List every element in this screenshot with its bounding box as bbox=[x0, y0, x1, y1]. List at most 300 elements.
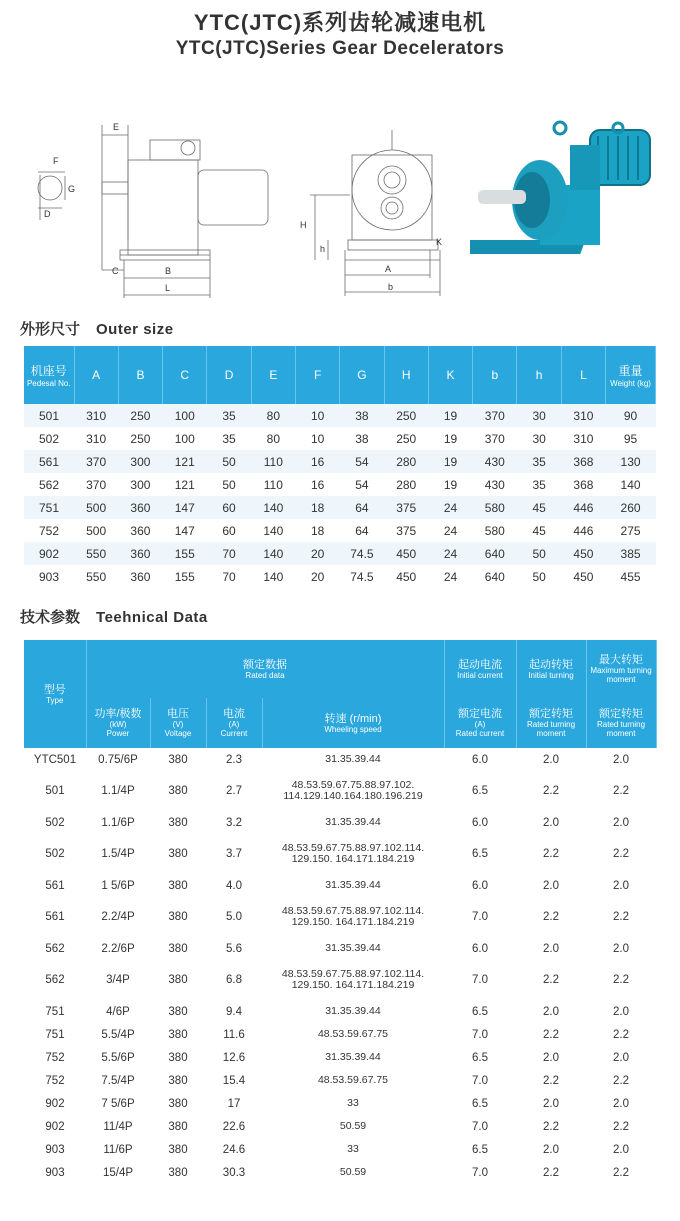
table-cell-max-torque: 2.2 bbox=[613, 1120, 629, 1133]
table-cell-start-current: 6.0 bbox=[472, 816, 488, 829]
table-cell-power: 5.5/6P bbox=[101, 1051, 135, 1064]
header-current-cn: 电流 bbox=[223, 708, 245, 720]
table-cell: 360 bbox=[118, 565, 162, 588]
outer-size-heading-cn: 外形尺寸 bbox=[20, 321, 81, 338]
header-power-cn: 功率/极数 bbox=[94, 708, 142, 720]
table-cell-model: 903 bbox=[45, 1143, 65, 1156]
table-cell-max-torque: 2.0 bbox=[613, 942, 629, 955]
table-cell: 80 bbox=[251, 404, 295, 427]
header-col: G bbox=[340, 346, 384, 404]
table-row bbox=[24, 1092, 656, 1115]
table-cell: 550 bbox=[74, 542, 118, 565]
table-cell-current: 24.6 bbox=[222, 1143, 246, 1156]
table-cell: 19 bbox=[428, 427, 472, 450]
table-cell-speed: 31.35.39.44 bbox=[325, 1051, 381, 1063]
table-row bbox=[24, 473, 656, 496]
header-rated-torque-en: Rated turning moment bbox=[526, 720, 576, 738]
table-cell-max-torque: 2.0 bbox=[613, 1005, 629, 1018]
table-cell: 450 bbox=[561, 542, 605, 565]
table-cell-start-torque: 2.0 bbox=[543, 753, 559, 766]
table-cell: 121 bbox=[163, 473, 207, 496]
table-cell: 50 bbox=[207, 450, 251, 473]
header-speed-en: Wheeling speed bbox=[324, 724, 382, 734]
table-cell: 455 bbox=[606, 565, 656, 588]
table-cell: 24 bbox=[428, 565, 472, 588]
table-cell-max-torque: 2.0 bbox=[613, 1051, 629, 1064]
table-cell: 430 bbox=[473, 450, 517, 473]
table-cell: 18 bbox=[295, 519, 339, 542]
table-cell: 50 bbox=[517, 542, 561, 565]
table-row bbox=[24, 897, 656, 937]
label-f: F bbox=[53, 156, 59, 166]
table-cell-voltage: 380 bbox=[168, 942, 188, 955]
table-cell-voltage: 380 bbox=[168, 879, 188, 892]
table-cell-power: 11/4P bbox=[103, 1120, 133, 1133]
dimension-drawing bbox=[20, 100, 480, 310]
label-b-lower: b bbox=[388, 282, 394, 292]
table-cell: 250 bbox=[118, 404, 162, 427]
table-cell: 250 bbox=[384, 404, 428, 427]
table-cell-power: 15/4P bbox=[102, 1166, 134, 1179]
table-row bbox=[24, 771, 656, 811]
table-cell: 275 bbox=[606, 519, 656, 542]
table-cell: 446 bbox=[561, 496, 605, 519]
table-cell-speed: 33 bbox=[347, 1143, 359, 1155]
table-cell-start-torque: 2.0 bbox=[543, 942, 559, 955]
table-cell: 140 bbox=[251, 496, 295, 519]
table-cell: 50 bbox=[207, 473, 251, 496]
table-cell: 260 bbox=[606, 496, 656, 519]
table-cell-start-torque: 2.2 bbox=[543, 1166, 559, 1179]
outer-size-table bbox=[24, 346, 656, 588]
table-cell: 24 bbox=[428, 496, 472, 519]
header-speed-cn: 转速 (r/min) bbox=[324, 712, 382, 725]
table-row bbox=[24, 450, 656, 473]
table-cell-power: 3/4P bbox=[106, 974, 130, 986]
table-cell: 140 bbox=[251, 519, 295, 542]
table-cell: 250 bbox=[384, 427, 428, 450]
outer-size-heading bbox=[20, 318, 174, 339]
header-power bbox=[86, 698, 150, 748]
header-weight-en: Weight (kg) bbox=[610, 379, 651, 388]
header-rated-torque2-cn: 额定转矩 bbox=[599, 708, 643, 720]
table-cell: 450 bbox=[384, 565, 428, 588]
table-cell-current: 30.3 bbox=[222, 1166, 246, 1179]
table-cell-max-torque: 2.0 bbox=[613, 1143, 629, 1156]
table-cell: 110 bbox=[251, 450, 295, 473]
table-cell: 300 bbox=[118, 450, 162, 473]
table-cell-voltage: 380 bbox=[168, 1143, 188, 1156]
header-start-current-cn: 起动电流 bbox=[458, 658, 502, 671]
table-cell-speed: 48.53.59.67.75 bbox=[317, 1028, 389, 1040]
label-b: B bbox=[165, 266, 172, 276]
table-cell-start-current: 7.0 bbox=[472, 911, 488, 923]
page-title-cn: YTC(JTC)系列齿轮减速电机 bbox=[193, 10, 487, 35]
table-cell-start-torque: 2.2 bbox=[543, 848, 559, 860]
table-cell: 100 bbox=[163, 404, 207, 427]
table-cell-start-torque: 2.0 bbox=[543, 1143, 559, 1156]
table-cell-start-current: 7.0 bbox=[472, 1074, 488, 1087]
table-cell-start-current: 6.0 bbox=[472, 753, 488, 766]
table-cell: 250 bbox=[118, 427, 162, 450]
table-cell: 30 bbox=[517, 427, 561, 450]
table-row bbox=[24, 811, 656, 834]
header-col: B bbox=[118, 346, 162, 404]
table-cell: 300 bbox=[118, 473, 162, 496]
label-k: K bbox=[436, 237, 443, 247]
table-cell: 752 bbox=[24, 519, 74, 542]
table-cell: 375 bbox=[384, 519, 428, 542]
table-cell-start-current: 6.5 bbox=[472, 1097, 488, 1110]
table-cell: 64 bbox=[340, 496, 384, 519]
table-cell: 45 bbox=[517, 519, 561, 542]
table-cell-start-current: 6.5 bbox=[472, 1143, 488, 1156]
table-cell: 903 bbox=[24, 565, 74, 588]
table-cell: 155 bbox=[163, 542, 207, 565]
header-rated-current-unit: (A) bbox=[474, 720, 486, 729]
table-cell-start-current: 6.0 bbox=[472, 879, 488, 892]
table-cell-voltage: 380 bbox=[168, 1028, 188, 1041]
table-cell: 562 bbox=[24, 473, 74, 496]
table-cell: 140 bbox=[251, 542, 295, 565]
table-row bbox=[24, 874, 656, 897]
header-speed bbox=[262, 698, 444, 748]
table-row bbox=[24, 496, 656, 519]
table-cell-max-torque: 2.2 bbox=[613, 1166, 629, 1179]
header-current-en: Current bbox=[220, 729, 248, 738]
table-cell-start-torque: 2.2 bbox=[543, 1074, 559, 1087]
table-cell: 74.5 bbox=[340, 542, 384, 565]
table-cell: 360 bbox=[118, 542, 162, 565]
table-cell-start-torque: 2.2 bbox=[543, 911, 559, 923]
table-cell: 18 bbox=[295, 496, 339, 519]
table-cell-speed: 31.35.39.44 bbox=[325, 753, 381, 765]
table-cell: 310 bbox=[561, 404, 605, 427]
table-cell-max-torque: 2.2 bbox=[613, 1074, 629, 1087]
header-rated-current bbox=[444, 698, 516, 748]
header-rated-current-cn: 额定电流 bbox=[458, 708, 502, 720]
header-col: F bbox=[295, 346, 339, 404]
header-rated-en: Rated data bbox=[245, 670, 285, 680]
table-cell-current: 3.7 bbox=[226, 848, 242, 860]
label-c: C bbox=[112, 266, 119, 276]
tech-data-heading-en: Teehnical Data bbox=[96, 609, 208, 626]
table-cell: 310 bbox=[561, 427, 605, 450]
table-cell: 360 bbox=[118, 496, 162, 519]
table-cell-power: 1.1/4P bbox=[101, 785, 135, 797]
table-cell-model: 752 bbox=[45, 1074, 65, 1087]
table-cell: 35 bbox=[207, 404, 251, 427]
table-cell: 95 bbox=[606, 427, 656, 450]
table-cell: 370 bbox=[473, 404, 517, 427]
header-col: C bbox=[163, 346, 207, 404]
table-cell: 147 bbox=[163, 519, 207, 542]
table-cell-start-torque: 2.2 bbox=[543, 1120, 559, 1133]
table-cell-model: 502 bbox=[45, 816, 65, 829]
table-cell-model: 902 bbox=[45, 1097, 65, 1110]
table-cell: 502 bbox=[24, 427, 74, 450]
table-cell: 450 bbox=[561, 565, 605, 588]
table-cell-speed: 48.53.59.67.75.88.97.102.114. 129.150. 164.171.184.219 bbox=[281, 968, 425, 991]
table-cell-speed: 31.35.39.44 bbox=[325, 1005, 381, 1017]
table-cell: 38 bbox=[340, 404, 384, 427]
table-cell: 20 bbox=[295, 542, 339, 565]
table-cell-current: 22.6 bbox=[222, 1120, 246, 1133]
table-cell-voltage: 380 bbox=[168, 785, 188, 797]
table-cell-current: 17 bbox=[227, 1097, 241, 1110]
header-voltage bbox=[150, 698, 206, 748]
table-row bbox=[24, 519, 656, 542]
header-power-en: Power bbox=[106, 729, 130, 738]
label-a: A bbox=[385, 264, 392, 274]
table-cell-start-current: 7.0 bbox=[472, 974, 488, 986]
table-cell-power: 1.1/6P bbox=[101, 816, 135, 829]
table-cell: 370 bbox=[473, 427, 517, 450]
table-cell-start-current: 7.0 bbox=[472, 1166, 488, 1179]
table-cell-voltage: 380 bbox=[168, 1120, 188, 1133]
table-cell: 751 bbox=[24, 496, 74, 519]
table-cell: 561 bbox=[24, 450, 74, 473]
header-rated-cn: 额定数据 bbox=[243, 658, 287, 671]
table-cell: 10 bbox=[295, 427, 339, 450]
table-row bbox=[24, 1046, 656, 1069]
table-cell-start-current: 6.5 bbox=[472, 1051, 488, 1064]
tech-data-heading-cn: 技术参数 bbox=[20, 609, 81, 626]
header-col: b bbox=[473, 346, 517, 404]
table-cell: 902 bbox=[24, 542, 74, 565]
table-cell-current: 9.4 bbox=[226, 1005, 242, 1018]
table-cell-voltage: 380 bbox=[168, 1005, 188, 1018]
header-power-unit: (kW) bbox=[109, 720, 127, 729]
table-cell-speed: 48.53.59.67.75 bbox=[317, 1074, 389, 1086]
table-row bbox=[24, 404, 656, 427]
table-cell: 38 bbox=[340, 427, 384, 450]
header-max-torque bbox=[586, 640, 656, 698]
table-cell: 550 bbox=[74, 565, 118, 588]
table-cell-model: YTC501 bbox=[33, 753, 77, 766]
table-cell-start-torque: 2.0 bbox=[543, 879, 559, 892]
table-cell-power: 2.2/4P bbox=[101, 911, 135, 923]
table-cell-voltage: 380 bbox=[168, 1166, 188, 1179]
table-cell: 16 bbox=[295, 473, 339, 496]
table-cell: 110 bbox=[251, 473, 295, 496]
table-cell: 368 bbox=[561, 473, 605, 496]
table-cell-voltage: 380 bbox=[168, 911, 188, 923]
page-title-en: YTC(JTC)Series Gear Decelerators bbox=[175, 38, 505, 59]
table-cell-start-current: 7.0 bbox=[472, 1028, 488, 1041]
table-cell: 10 bbox=[295, 404, 339, 427]
header-start-torque bbox=[516, 640, 586, 698]
table-row bbox=[24, 542, 656, 565]
header-model-cn: 型号 bbox=[43, 683, 66, 696]
table-cell-start-torque: 2.0 bbox=[543, 1005, 559, 1018]
table-cell: 35 bbox=[517, 450, 561, 473]
header-max-torque-cn: 最大转矩 bbox=[599, 654, 643, 666]
table-cell: 24 bbox=[428, 542, 472, 565]
table-cell-power: 1 5/6P bbox=[101, 879, 135, 892]
table-cell-power: 5.5/4P bbox=[101, 1028, 135, 1041]
table-cell-model: 501 bbox=[45, 785, 65, 797]
table-cell-max-torque: 2.2 bbox=[613, 1028, 629, 1041]
table-cell-voltage: 380 bbox=[168, 1051, 188, 1064]
header-col: A bbox=[74, 346, 118, 404]
table-cell-start-torque: 2.2 bbox=[543, 785, 559, 797]
table-cell: 500 bbox=[74, 519, 118, 542]
table-cell: 310 bbox=[74, 427, 118, 450]
table-cell: 60 bbox=[207, 519, 251, 542]
table-cell-voltage: 380 bbox=[168, 753, 188, 766]
header-start-torque-en: Initial turning bbox=[528, 670, 574, 680]
header-rated-torque-cn: 额定转矩 bbox=[529, 708, 573, 720]
table-cell-current: 5.6 bbox=[226, 942, 242, 955]
table-cell: 30 bbox=[517, 404, 561, 427]
table-cell: 370 bbox=[74, 450, 118, 473]
table-row bbox=[24, 1069, 656, 1092]
header-pedestal-cn: 机座号 bbox=[30, 364, 67, 378]
table-cell: 70 bbox=[207, 565, 251, 588]
table-cell-max-torque: 2.0 bbox=[613, 1097, 629, 1110]
table-cell-voltage: 380 bbox=[168, 1097, 188, 1110]
table-cell-speed: 33 bbox=[347, 1097, 359, 1109]
table-cell: 50 bbox=[517, 565, 561, 588]
table-cell-speed: 50.59 bbox=[339, 1120, 367, 1132]
header-weight bbox=[606, 346, 656, 404]
header-voltage-cn: 电压 bbox=[167, 708, 189, 720]
table-cell-current: 2.7 bbox=[226, 785, 242, 797]
table-cell: 19 bbox=[428, 450, 472, 473]
label-d: D bbox=[44, 209, 51, 219]
table-cell-voltage: 380 bbox=[168, 974, 188, 986]
table-cell-max-torque: 2.0 bbox=[613, 879, 629, 892]
table-cell-start-torque: 2.0 bbox=[543, 1051, 559, 1064]
table-cell: 450 bbox=[384, 542, 428, 565]
table-cell: 90 bbox=[606, 404, 656, 427]
table-row bbox=[24, 834, 656, 874]
table-cell: 368 bbox=[561, 450, 605, 473]
header-pedestal-en: Pedesal No. bbox=[26, 379, 71, 388]
table-cell-max-torque: 2.2 bbox=[613, 911, 629, 923]
table-cell: 500 bbox=[74, 496, 118, 519]
table-cell-current: 2.3 bbox=[226, 753, 242, 766]
table-cell: 140 bbox=[251, 565, 295, 588]
table-cell-max-torque: 2.0 bbox=[613, 753, 629, 766]
table-cell: 45 bbox=[517, 496, 561, 519]
outer-size-heading-en: Outer size bbox=[96, 321, 174, 338]
header-rated-current-en: Rated current bbox=[455, 729, 505, 738]
table-cell-speed: 31.35.39.44 bbox=[325, 942, 381, 954]
table-cell-model: 561 bbox=[45, 879, 65, 892]
table-cell-model: 502 bbox=[45, 848, 65, 860]
header-col: E bbox=[251, 346, 295, 404]
header-current bbox=[206, 698, 262, 748]
table-cell-power: 11/6P bbox=[103, 1143, 133, 1156]
table-cell: 70 bbox=[207, 542, 251, 565]
table-cell: 64 bbox=[340, 519, 384, 542]
table-cell: 580 bbox=[473, 519, 517, 542]
table-cell: 280 bbox=[384, 450, 428, 473]
table-cell-model: 752 bbox=[45, 1051, 65, 1064]
table-cell-power: 4/6P bbox=[106, 1005, 130, 1018]
table-cell-voltage: 380 bbox=[168, 816, 188, 829]
tech-header-row-1 bbox=[24, 640, 656, 698]
header-rated-torque bbox=[516, 698, 586, 748]
table-cell-start-current: 6.5 bbox=[472, 848, 488, 860]
header-start-current bbox=[444, 640, 516, 698]
table-cell-power: 2.2/6P bbox=[101, 942, 135, 955]
table-cell: 19 bbox=[428, 473, 472, 496]
header-col: h bbox=[517, 346, 561, 404]
header-rated-torque2-en: Rated turning moment bbox=[596, 720, 646, 738]
header-current-unit: (A) bbox=[228, 720, 240, 729]
table-cell-start-current: 6.5 bbox=[472, 1005, 488, 1018]
table-cell: 155 bbox=[163, 565, 207, 588]
table-cell: 310 bbox=[74, 404, 118, 427]
table-cell-max-torque: 2.0 bbox=[613, 816, 629, 829]
table-cell: 35 bbox=[207, 427, 251, 450]
table-cell-speed: 48.53.59.67.75.88.97.102.114. 129.150. 164.171.184.219 bbox=[281, 842, 425, 865]
table-cell-speed: 48.53.59.67.75.88.97.102.114. 129.150. 164.171.184.219 bbox=[281, 905, 425, 928]
header-max-torque-en: Maximum turning moment bbox=[590, 666, 652, 684]
table-cell-voltage: 380 bbox=[168, 1074, 188, 1087]
table-cell-model: 751 bbox=[45, 1028, 65, 1041]
table-cell-max-torque: 2.2 bbox=[613, 785, 629, 797]
table-cell: 370 bbox=[74, 473, 118, 496]
table-cell: 280 bbox=[384, 473, 428, 496]
table-cell-speed: 50.59 bbox=[339, 1166, 367, 1178]
table-cell: 147 bbox=[163, 496, 207, 519]
table-cell: 640 bbox=[473, 565, 517, 588]
label-g: G bbox=[68, 184, 76, 194]
table-cell-current: 12.6 bbox=[222, 1051, 246, 1064]
table-row bbox=[24, 1000, 656, 1023]
outer-header-row bbox=[24, 346, 656, 404]
table-cell: 19 bbox=[428, 404, 472, 427]
table-row bbox=[24, 960, 656, 1000]
table-cell-model: 561 bbox=[45, 911, 65, 923]
tech-data-heading bbox=[20, 606, 208, 627]
table-cell-power: 0.75/6P bbox=[98, 753, 138, 766]
table-cell-speed: 48.53.59.67.75.88.97.102. 114.129.140.164.180.196.219 bbox=[283, 779, 423, 802]
table-cell-power: 7 5/6P bbox=[101, 1097, 135, 1110]
table-cell-start-current: 6.5 bbox=[472, 785, 488, 797]
header-model bbox=[24, 640, 86, 748]
header-voltage-unit: (V) bbox=[172, 720, 184, 729]
tech-header-row-2 bbox=[24, 698, 656, 748]
table-cell: 60 bbox=[207, 496, 251, 519]
table-cell-current: 15.4 bbox=[222, 1074, 246, 1087]
table-cell: 35 bbox=[517, 473, 561, 496]
header-col: H bbox=[384, 346, 428, 404]
gear-motor-photo bbox=[470, 90, 670, 290]
table-cell-start-torque: 2.2 bbox=[543, 1028, 559, 1041]
header-pedestal bbox=[24, 346, 74, 404]
table-cell: 430 bbox=[473, 473, 517, 496]
table-cell-max-torque: 2.2 bbox=[613, 974, 629, 986]
label-e: E bbox=[113, 122, 120, 132]
table-cell: 140 bbox=[606, 473, 656, 496]
table-cell: 74.5 bbox=[340, 565, 384, 588]
table-cell: 580 bbox=[473, 496, 517, 519]
table-row bbox=[24, 748, 656, 771]
table-cell-speed: 31.35.39.44 bbox=[325, 816, 381, 828]
table-cell-start-current: 7.0 bbox=[472, 1120, 488, 1133]
technical-data-table bbox=[24, 640, 657, 1184]
header-voltage-en: Voltage bbox=[164, 729, 192, 738]
table-cell-model: 562 bbox=[45, 942, 65, 955]
table-cell: 385 bbox=[606, 542, 656, 565]
table-cell-start-torque: 2.2 bbox=[543, 974, 559, 986]
table-cell-model: 562 bbox=[45, 974, 65, 986]
